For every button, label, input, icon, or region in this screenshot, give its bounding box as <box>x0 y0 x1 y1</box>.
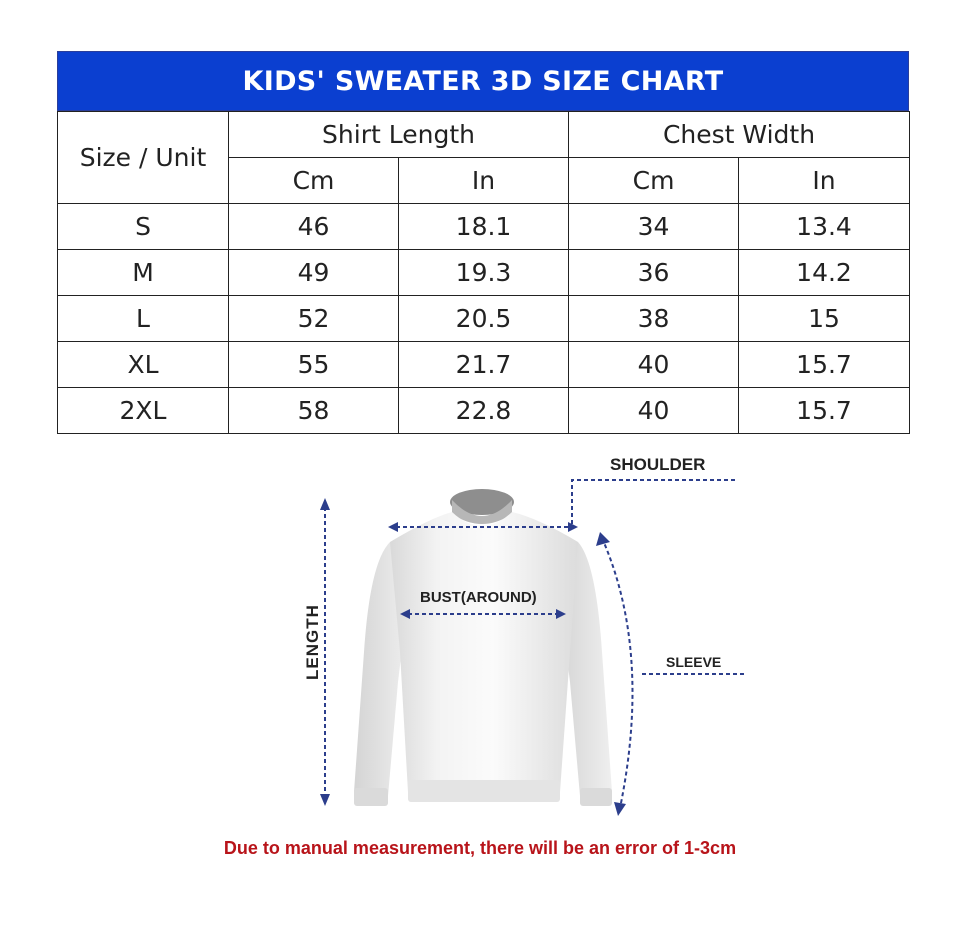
value-cell: 18.1 <box>399 204 569 250</box>
value-cell: 58 <box>229 388 399 434</box>
value-cell: 46 <box>229 204 399 250</box>
unit-header: In <box>739 158 910 204</box>
value-cell: 40 <box>569 342 739 388</box>
value-cell: 34 <box>569 204 739 250</box>
right-cuff <box>580 788 612 806</box>
group-header-chest-width: Chest Width <box>569 112 910 158</box>
size-cell: M <box>58 250 229 296</box>
value-cell: 52 <box>229 296 399 342</box>
sleeve-arrowhead-bottom <box>614 802 626 816</box>
size-chart <box>57 51 909 434</box>
table-row <box>58 204 910 250</box>
size-cell: XL <box>58 342 229 388</box>
value-cell: 40 <box>569 388 739 434</box>
sweater-body <box>390 512 578 792</box>
table-row <box>58 342 910 388</box>
value-cell: 13.4 <box>739 204 910 250</box>
length-label: LENGTH <box>303 604 322 680</box>
length-arrowhead-top <box>320 498 330 510</box>
value-cell: 19.3 <box>399 250 569 296</box>
sweater-illustration <box>290 452 760 822</box>
value-cell: 38 <box>569 296 739 342</box>
measurement-diagram <box>290 452 760 822</box>
unit-header: Cm <box>569 158 739 204</box>
value-cell: 36 <box>569 250 739 296</box>
measurement-note: Due to manual measurement, there will be an error of 1-3cm <box>223 838 737 858</box>
table-row <box>58 296 910 342</box>
shoulder-label: SHOULDER <box>610 455 706 474</box>
corner-header: Size / Unit <box>58 112 229 204</box>
group-header-shirt-length: Shirt Length <box>229 112 569 158</box>
table-header-row <box>58 112 910 158</box>
value-cell: 15 <box>739 296 910 342</box>
size-cell: S <box>58 204 229 250</box>
size-cell: L <box>58 296 229 342</box>
size-cell: 2XL <box>58 388 229 434</box>
table-row <box>58 250 910 296</box>
shoulder-arrowhead-left <box>388 522 398 532</box>
value-cell: 14.2 <box>739 250 910 296</box>
unit-header: In <box>399 158 569 204</box>
value-cell: 15.7 <box>739 388 910 434</box>
bust-label: BUST(AROUND) <box>420 589 537 606</box>
value-cell: 15.7 <box>739 342 910 388</box>
value-cell: 55 <box>229 342 399 388</box>
sleeve-label: SLEEVE <box>666 654 722 670</box>
left-cuff <box>354 788 388 806</box>
value-cell: 22.8 <box>399 388 569 434</box>
hem-band <box>408 780 560 802</box>
value-cell: 20.5 <box>399 296 569 342</box>
sleeve-arrow <box>602 538 746 808</box>
size-table <box>57 111 910 434</box>
unit-header: Cm <box>229 158 399 204</box>
value-cell: 49 <box>229 250 399 296</box>
sleeve-arrowhead-top <box>596 532 610 546</box>
value-cell: 21.7 <box>399 342 569 388</box>
chart-title: KIDS' SWEATER 3D SIZE CHART <box>57 51 909 111</box>
table-row <box>58 388 910 434</box>
length-arrowhead-bottom <box>320 794 330 806</box>
